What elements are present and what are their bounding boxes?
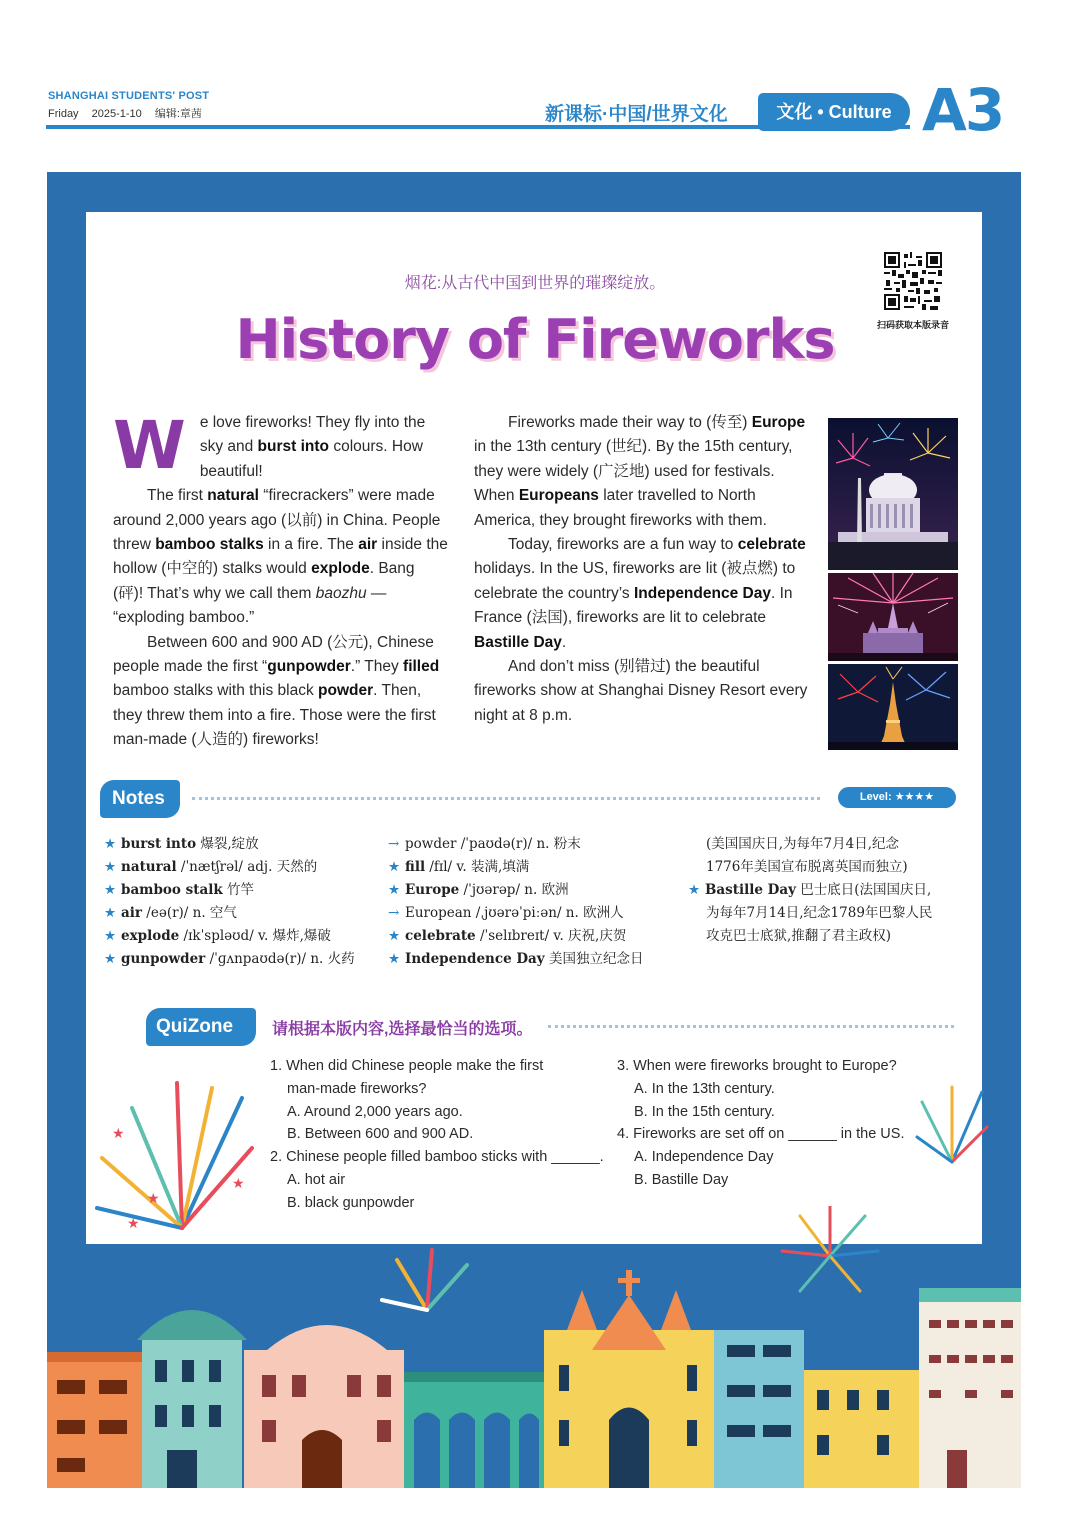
paragraph xyxy=(113,631,448,753)
q3-option-a: A. In the 13th century. xyxy=(634,1080,775,1097)
star-icon: ★ xyxy=(388,928,401,944)
star-icon: ★ xyxy=(388,951,401,967)
vocab-word: European xyxy=(405,905,472,921)
question-3: 3. When were fireworks brought to Europe? xyxy=(617,1058,897,1074)
notes-label: Notes xyxy=(100,780,180,818)
vocab-word: Europe xyxy=(405,882,460,898)
notes-column-2 xyxy=(388,833,688,971)
arrow-icon: → xyxy=(388,905,400,921)
text: in the 13th century (世纪). By the 15th century, they were widely (广泛地) used for festivals. When xyxy=(474,438,793,505)
keyword: explode xyxy=(311,560,370,578)
article-column-1 xyxy=(113,407,448,753)
keyword: gunpowder xyxy=(267,658,351,676)
paragraph xyxy=(113,407,448,484)
vocab-definition: /ˈpaʊdə(r)/ n. 粉末 xyxy=(456,836,581,852)
vocab-item xyxy=(388,833,688,856)
vocab-definition-continued: (美国国庆日,为每年7月4日,纪念 xyxy=(706,836,900,852)
vocab-definition-continued: 为每年7月14日,纪念1789年巴黎人民 xyxy=(706,905,933,921)
q4-option-a: A. Independence Day xyxy=(634,1149,774,1166)
text: in a fire. The xyxy=(263,536,359,554)
q3-option-b: B. In the 15th century. xyxy=(634,1103,775,1120)
keyword: Independence Day xyxy=(633,584,771,602)
keyword: Europeans xyxy=(518,487,599,505)
article-title: History of Fireworks xyxy=(235,308,835,371)
vocab-definition: /ˈjʊərəp/ n. 欧洲 xyxy=(459,882,569,898)
text: “firecrackers” were made around 2,000 years ago (以前) in China. People threw xyxy=(113,487,441,554)
vocab-word: powder xyxy=(405,836,457,852)
text: Between 600 and 900 AD (公元), Chinese people made the first “ xyxy=(113,633,434,676)
vocab-word: celebrate xyxy=(405,928,476,944)
vocab-item xyxy=(104,833,394,856)
keyword: powder xyxy=(318,682,374,700)
notes-column-1 xyxy=(104,833,394,971)
vocab-definition-continued: 1776年美国宣布脱离英国而独立) xyxy=(706,859,908,875)
vocab-item xyxy=(104,902,394,925)
q2-option-b: B. black gunpowder xyxy=(287,1194,415,1211)
text: — “exploding bamboo.” xyxy=(113,584,387,627)
town-skyline-illustration xyxy=(47,1240,1021,1488)
section-category: 新课标·中国/世界文化 xyxy=(545,104,728,125)
vocab-word: Bastille Day xyxy=(705,882,796,898)
quiz-column-1 xyxy=(270,1055,615,1215)
photo-strip xyxy=(828,418,958,748)
issue-weekday: Friday xyxy=(48,108,79,120)
keyword-italic: baozhu xyxy=(315,584,367,602)
question-2: 2. Chinese people filled bamboo sticks with ______. xyxy=(270,1149,604,1166)
article-subtitle: 烟花:从古代中国到世界的璀璨绽放。 xyxy=(404,275,666,292)
text: later travelled to North America, they brought fireworks with them. xyxy=(474,487,767,529)
keyword: Europe xyxy=(751,414,806,431)
firework-right-icon xyxy=(912,1082,992,1172)
notes-divider xyxy=(192,797,820,800)
drop-cap: W xyxy=(113,407,186,484)
text: . xyxy=(561,633,567,651)
vocab-definition: 爆裂,绽放 xyxy=(196,836,259,852)
notes-column-3 xyxy=(688,833,978,948)
vocab-item xyxy=(104,856,394,879)
vocab-definition: /ˌjʊərəˈpiːən/ n. 欧洲人 xyxy=(471,905,624,921)
vocab-definition: /ˈɡʌnpaʊdə(r)/ n. 火药 xyxy=(205,951,355,967)
firework-left-icon xyxy=(92,1078,262,1248)
vocab-definition: 竹竿 xyxy=(222,882,254,898)
star-icon: ★ xyxy=(388,859,401,875)
page-number: A3 xyxy=(922,76,1004,144)
paragraph xyxy=(113,484,448,630)
quiz-column-2 xyxy=(617,1055,917,1192)
text: . In France (法国), fireworks are lit to celebrate xyxy=(474,584,793,627)
star-icon: ★ xyxy=(104,836,117,852)
svg-text:★: ★ xyxy=(147,1191,160,1207)
vocab-item xyxy=(388,925,688,948)
section-tag: 文化 • Culture xyxy=(758,93,910,131)
star-icon: ★ xyxy=(388,882,401,898)
vocab-item xyxy=(688,879,978,902)
vocab-definition-continued: 攻克巴士底狱,推翻了君主政权) xyxy=(706,928,892,944)
issue-info xyxy=(48,105,212,121)
qr-code-icon[interactable] xyxy=(884,252,942,310)
paragraph: And don’t miss (别错过) the beautiful fireworks show at Shanghai Disney Resort every night at 8 p.m. xyxy=(474,658,808,724)
vocab-word: explode xyxy=(121,928,180,944)
keyword: Bastille Day xyxy=(474,633,562,651)
keyword: burst into xyxy=(257,438,330,456)
quiz-divider xyxy=(548,1025,954,1028)
vocab-word: fill xyxy=(405,859,426,875)
text: Today, fireworks are a fun way to xyxy=(508,536,738,554)
vocab-word: burst into xyxy=(121,836,197,852)
vocab-word: bamboo stalk xyxy=(121,882,223,898)
text: The first xyxy=(147,487,208,505)
vocab-definition: /fɪl/ v. 装满,填满 xyxy=(425,859,530,875)
issue-editor: 编辑:章茜 xyxy=(154,108,202,120)
text: Fireworks made their way to (传至) xyxy=(508,414,752,431)
quizone-label: QuiZone xyxy=(146,1008,256,1046)
star-icon: ★ xyxy=(104,951,117,967)
q4-option-b: B. Bastille Day xyxy=(634,1171,729,1188)
vocab-item xyxy=(388,879,688,902)
issue-date: 2025-1-10 xyxy=(91,108,142,120)
vocab-item xyxy=(388,856,688,879)
svg-text:★: ★ xyxy=(232,1176,245,1192)
difficulty-level-badge: Level: ★★★★ xyxy=(838,787,956,808)
text: holidays. In the US, fireworks are lit (被点燃) to celebrate the country’s xyxy=(474,560,796,602)
text: bamboo stalks with this black xyxy=(113,682,319,700)
vocab-word: natural xyxy=(121,859,177,875)
question-1-cont: man-made fireworks? xyxy=(287,1080,427,1097)
text: .” They xyxy=(350,658,404,676)
star-icon: ★ xyxy=(688,882,701,898)
star-icon: ★ xyxy=(104,859,117,875)
keyword: natural xyxy=(207,487,259,505)
question-4: 4. Fireworks are set off on ______ in the US. xyxy=(617,1126,905,1143)
castle-fireworks-photo xyxy=(828,573,958,661)
vocab-definition: /ˈnætʃrəl/ adj. 天然的 xyxy=(176,859,318,875)
vocab-item xyxy=(104,879,394,902)
question-1: 1. When did Chinese people make the first xyxy=(270,1058,544,1074)
quiz-instruction: 请根据本版内容,选择最恰当的选项。 xyxy=(272,1021,533,1038)
capitol-fireworks-photo xyxy=(828,418,958,570)
vocab-item xyxy=(388,948,688,971)
vocab-word: air xyxy=(121,905,142,921)
keyword: bamboo stalks xyxy=(155,536,264,554)
vocab-item xyxy=(104,948,394,971)
eiffel-fireworks-photo xyxy=(828,664,958,750)
vocab-word: gunpowder xyxy=(121,951,206,967)
text: e love fireworks! They fly into the sky and xyxy=(199,414,426,456)
vocab-definition: 美国独立纪念日 xyxy=(544,951,644,967)
vocab-definition: /ˈselɪbreɪt/ v. 庆祝,庆贺 xyxy=(475,928,627,944)
paragraph xyxy=(474,411,809,533)
svg-text:★: ★ xyxy=(112,1126,125,1142)
star-icon: ★ xyxy=(104,905,117,921)
keyword: celebrate xyxy=(737,536,806,554)
newspaper-name: SHANGHAI STUDENTS' POST xyxy=(48,90,210,102)
vocab-definition: /ɪkˈspləʊd/ v. 爆炸,爆破 xyxy=(179,928,331,944)
text: . Then, they threw them into a fire. Those were the first man-made (人造的) fireworks! xyxy=(113,682,436,749)
q1-option-a: A. Around 2,000 years ago. xyxy=(287,1103,463,1120)
text: colours. How beautiful! xyxy=(199,438,423,480)
article-column-2 xyxy=(474,411,809,728)
keyword: air xyxy=(358,536,378,554)
vocab-definition: /eə(r)/ n. 空气 xyxy=(142,905,237,921)
vocab-word: Independence Day xyxy=(405,951,545,967)
paragraph xyxy=(474,533,809,655)
star-icon: ★ xyxy=(104,882,117,898)
star-icon: ★ xyxy=(104,928,117,944)
text: inside the hollow (中空的) stalks would xyxy=(113,536,448,578)
keyword: filled xyxy=(403,658,440,676)
vocab-definition: 巴士底日(法国国庆日, xyxy=(795,882,932,898)
text: . Bang (砰)! That’s why we call them xyxy=(113,560,415,602)
q2-option-a: A. hot air xyxy=(287,1171,346,1188)
svg-text:★: ★ xyxy=(127,1216,140,1232)
vocab-item xyxy=(104,925,394,948)
arrow-icon: → xyxy=(388,836,400,852)
q1-option-b: B. Between 600 and 900 AD. xyxy=(287,1126,474,1143)
qr-caption: 扫码获取本版录音 xyxy=(876,320,949,330)
vocab-item xyxy=(388,902,688,925)
